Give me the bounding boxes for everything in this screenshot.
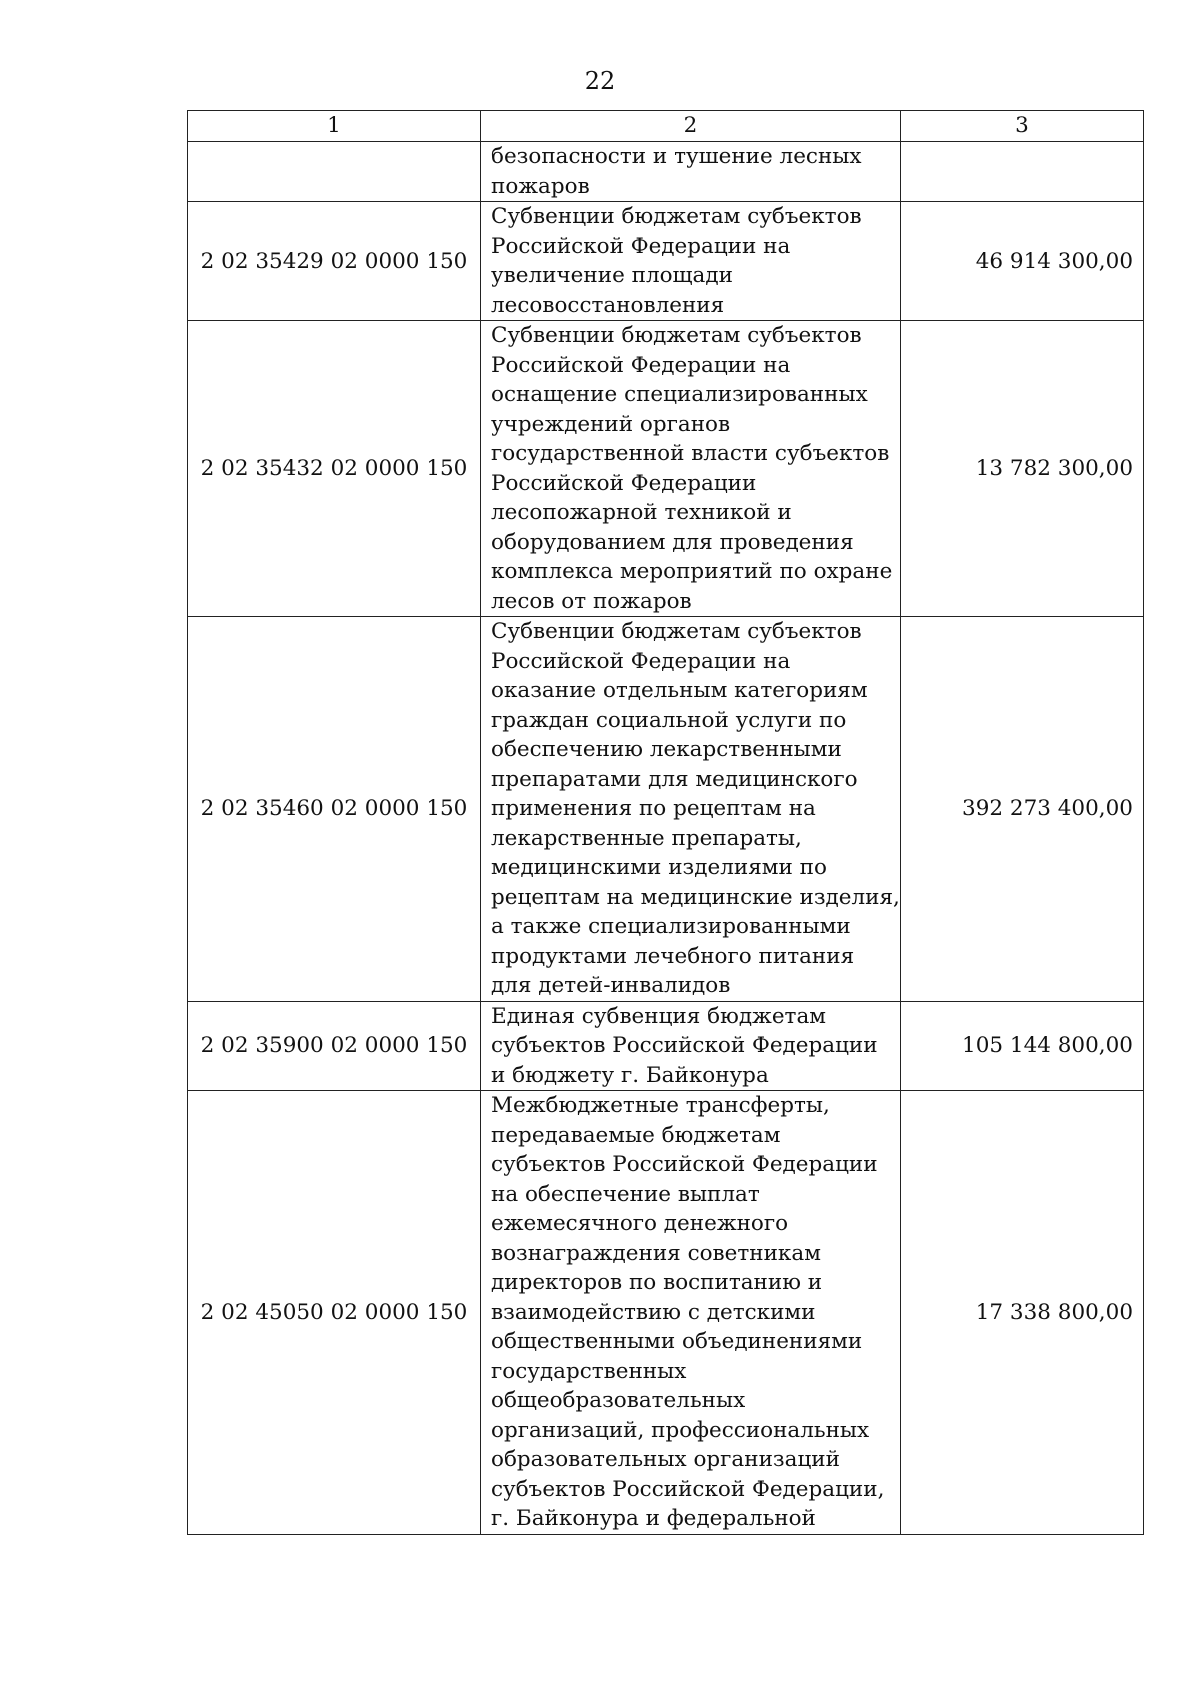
description-line: ежемесячного денежного xyxy=(491,1211,789,1236)
description-line: директоров по воспитанию и xyxy=(491,1270,823,1295)
description-line: и бюджету г. Байконура xyxy=(491,1062,769,1088)
budget-classification-code: 2 02 35460 02 0000 150 xyxy=(188,617,481,1002)
description-line: на обеспечение выплат xyxy=(491,1181,760,1207)
description-line: лекарственные препараты, xyxy=(491,825,802,851)
description-line: взаимодействию с детскими xyxy=(491,1299,816,1325)
description-line: субъектов Российской Федерации xyxy=(491,1152,878,1177)
description-line: увеличение площади xyxy=(491,263,733,288)
description-line: общественными объединениями xyxy=(491,1329,863,1354)
table-header-row xyxy=(188,111,1144,142)
column-header-2: 2 xyxy=(481,111,901,142)
budget-classification-code: 2 02 45050 02 0000 150 xyxy=(188,1091,481,1535)
revenue-description xyxy=(481,202,901,321)
table-row xyxy=(188,142,1144,202)
description-line: государственных xyxy=(491,1358,687,1384)
description-line: Субвенции бюджетам субъектов xyxy=(491,619,862,644)
budget-revenue-table xyxy=(187,110,1144,1535)
amount-value: 392 273 400,00 xyxy=(901,617,1144,1002)
table-row xyxy=(188,321,1144,617)
description-line: вознаграждения советникам xyxy=(491,1240,821,1266)
description-line: субъектов Российской Федерации, xyxy=(491,1476,885,1502)
revenue-description xyxy=(481,617,901,1002)
description-line: учреждений органов xyxy=(491,411,731,437)
amount-value: 13 782 300,00 xyxy=(901,321,1144,617)
description-line: пожаров xyxy=(491,173,590,199)
description-line: продуктами лечебного питания xyxy=(491,943,855,969)
description-line: рецептам на медицинские изделия, xyxy=(491,884,900,910)
description-line: лесовосстановления xyxy=(491,292,725,318)
page-number: 22 xyxy=(584,67,616,95)
description-line: а также специализированными xyxy=(491,914,851,939)
description-line: лесопожарной техникой и xyxy=(491,500,792,525)
description-line: Единая субвенция бюджетам xyxy=(491,1003,826,1029)
description-line: г. Байконура и федеральной xyxy=(491,1506,816,1531)
description-line: комплекса мероприятий по охране xyxy=(491,559,893,584)
budget-classification-code: 2 02 35900 02 0000 150 xyxy=(188,1001,481,1091)
description-line: Субвенции бюджетам субъектов xyxy=(491,204,862,229)
description-line: препаратами для медицинского xyxy=(491,766,858,792)
budget-classification-code xyxy=(188,142,481,202)
budget-classification-code: 2 02 35429 02 0000 150 xyxy=(188,202,481,321)
description-line: обеспечению лекарственными xyxy=(491,737,842,762)
description-line: оборудованием для проведения xyxy=(491,529,854,555)
description-line: организаций, профессиональных xyxy=(491,1417,870,1443)
column-header-3: 3 xyxy=(901,111,1144,142)
revenue-description xyxy=(481,1001,901,1091)
description-line: применения по рецептам на xyxy=(491,796,816,821)
table-row xyxy=(188,617,1144,1002)
table-row xyxy=(188,1091,1144,1535)
description-line: лесов от пожаров xyxy=(491,588,692,614)
table-row xyxy=(188,1001,1144,1091)
description-line: оказание отдельным категориям xyxy=(491,678,868,703)
budget-classification-code: 2 02 35432 02 0000 150 xyxy=(188,321,481,617)
description-line: безопасности и тушение лесных xyxy=(491,144,862,169)
amount-value: 46 914 300,00 xyxy=(901,202,1144,321)
description-line: Российской Федерации xyxy=(491,470,757,496)
amount-value xyxy=(901,142,1144,202)
column-header-1: 1 xyxy=(188,111,481,142)
table-row xyxy=(188,202,1144,321)
description-line: медицинскими изделиями по xyxy=(491,855,827,880)
description-line: оснащение специализированных xyxy=(491,382,868,407)
description-line: для детей-инвалидов xyxy=(491,973,731,998)
revenue-description xyxy=(481,321,901,617)
description-line: передаваемые бюджетам xyxy=(491,1122,781,1148)
revenue-description xyxy=(481,142,901,202)
description-line: Межбюджетные трансферты, xyxy=(491,1093,830,1118)
description-line: общеобразовательных xyxy=(491,1388,746,1413)
amount-value: 105 144 800,00 xyxy=(901,1001,1144,1091)
description-line: Субвенции бюджетам субъектов xyxy=(491,323,862,348)
description-line: Российской Федерации на xyxy=(491,352,791,378)
description-line: субъектов Российской Федерации xyxy=(491,1033,878,1058)
revenue-description xyxy=(481,1091,901,1535)
table-body xyxy=(188,142,1144,1535)
description-line: Российской Федерации на xyxy=(491,648,791,674)
description-line: граждан социальной услуги по xyxy=(491,707,847,733)
description-line: государственной власти субъектов xyxy=(491,441,890,466)
description-line: образовательных организаций xyxy=(491,1447,840,1472)
description-line: Российской Федерации на xyxy=(491,233,791,259)
amount-value: 17 338 800,00 xyxy=(901,1091,1144,1535)
